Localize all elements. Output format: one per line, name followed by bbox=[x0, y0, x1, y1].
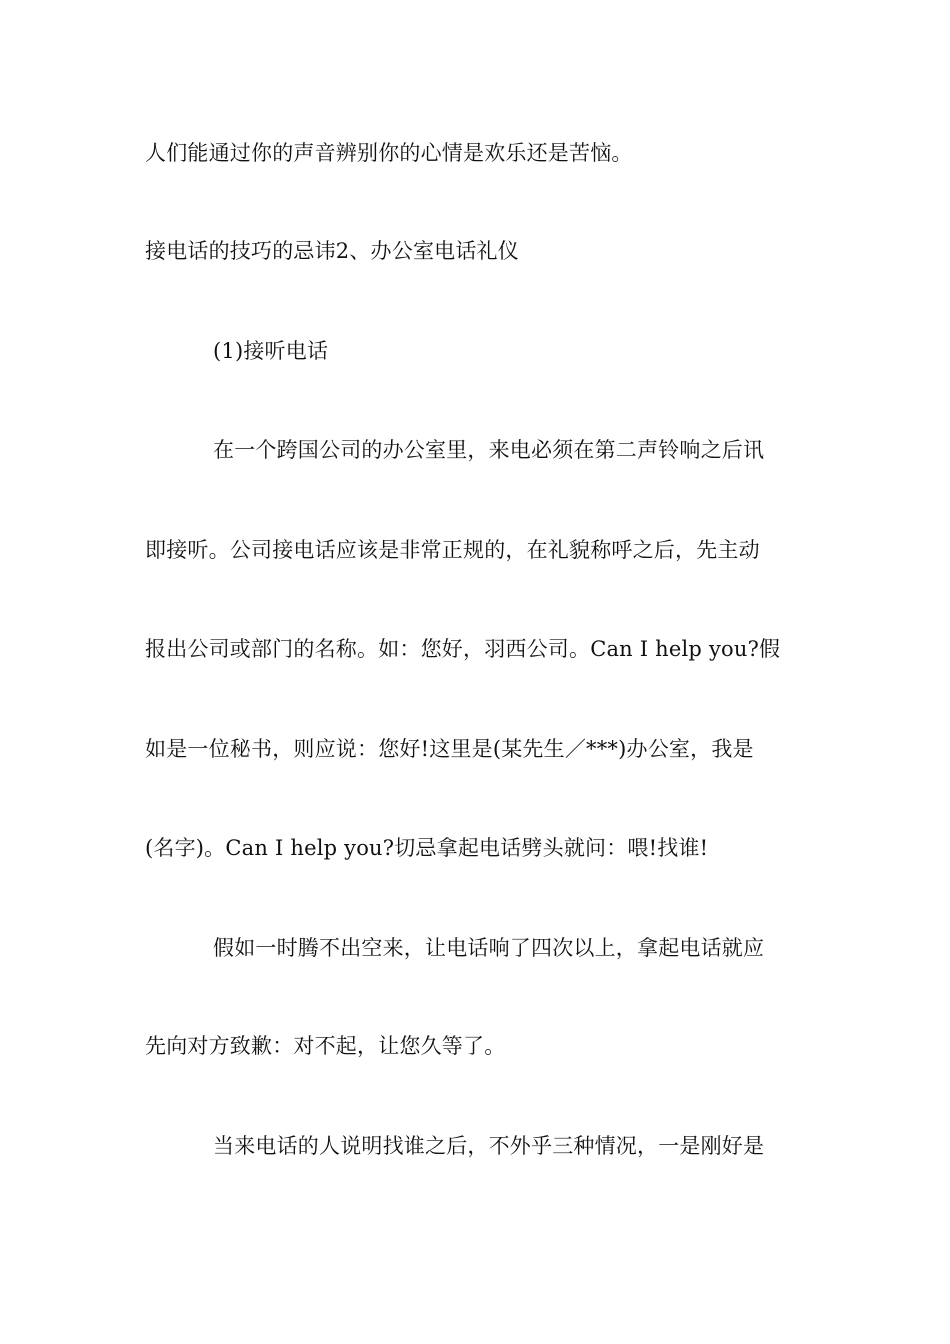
paragraph-line: 即接听。公司接电话应该是非常正规的，在礼貌称呼之后，先主动 bbox=[145, 538, 760, 562]
paragraph-line: 假如一时腾不出空来，让电话响了四次以上，拿起电话就应 bbox=[213, 936, 765, 960]
paragraph-line: 当来电话的人说明找谁之后，不外乎三种情况，一是刚好是 bbox=[213, 1134, 765, 1158]
paragraph-line: 先向对方致歉：对不起，让您久等了。 bbox=[145, 1034, 506, 1058]
paragraph-line: 如是一位秘书，则应说：您好!这里是(某先生／***)办公室，我是 bbox=[145, 737, 754, 761]
paragraph-line: 在一个跨国公司的办公室里，来电必须在第二声铃响之后讯 bbox=[213, 438, 765, 462]
paragraph-line: (名字)。Can I help you?切忌拿起电话劈头就问：喂!找谁! bbox=[145, 836, 709, 860]
section-heading: 接电话的技巧的忌讳2、办公室电话礼仪 bbox=[145, 239, 519, 263]
subsection-heading: (1)接听电话 bbox=[213, 339, 329, 363]
paragraph-line: 报出公司或部门的名称。如：您好，羽西公司。Can I help you?假 bbox=[145, 637, 781, 661]
paragraph-line: 人们能通过你的声音辨别你的心情是欢乐还是苦恼。 bbox=[145, 141, 633, 165]
